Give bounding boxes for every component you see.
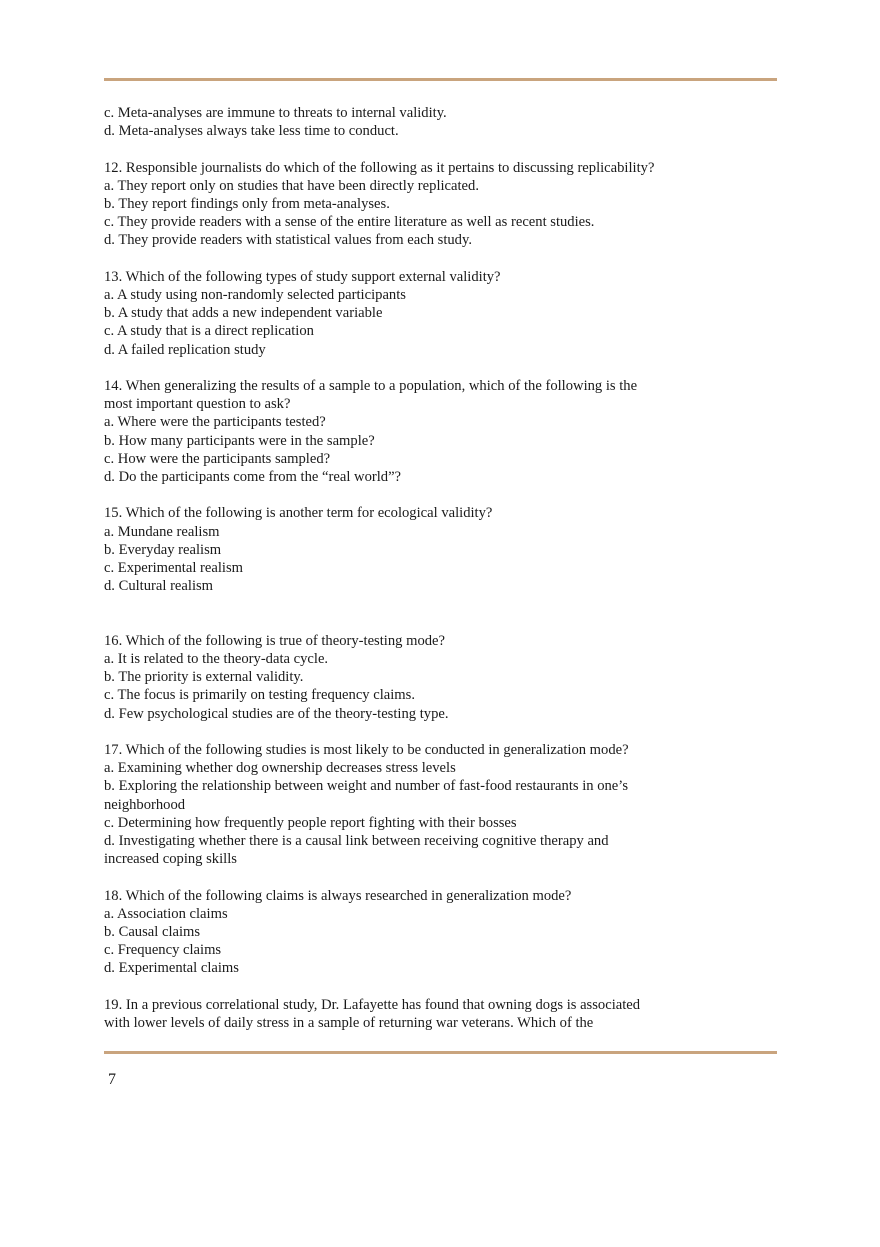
q14-option-d: d. Do the participants come from the “real world”? — [104, 469, 402, 486]
q19-stem-line-1: 19. In a previous correlational study, Dr. Lafayette has found that owning dogs is associated — [104, 996, 641, 1013]
q16-stem: 16. Which of the following is true of theory-testing mode? — [104, 632, 445, 649]
page-body — [104, 104, 744, 1032]
question-14 — [104, 377, 744, 486]
q17-option-c: c. Determining how frequently people report fighting with their bosses — [104, 814, 517, 831]
q12-option-c: c. They provide readers with a sense of the entire literature as well as recent studies. — [104, 214, 595, 231]
q12-stem: 12. Responsible journalists do which of the following as it pertains to discussing replicability? — [104, 159, 655, 176]
q13-option-a: a. A study using non-randomly selected participants — [104, 287, 406, 303]
q15-stem: 15. Which of the following is another term for ecological validity? — [104, 505, 493, 522]
q14-stem-line-1: 14. When generalizing the results of a sample to a population, which of the following is the — [104, 378, 638, 394]
page-number: 7 — [108, 1071, 116, 1088]
q11-option-c: c. Meta-analyses are immune to threats to internal validity. — [104, 105, 447, 121]
q14-option-c: c. How were the participants sampled? — [104, 450, 331, 467]
q13-stem: 13. Which of the following types of study support external validity? — [104, 268, 501, 285]
q17-option-d-line-2: increased coping skills — [104, 851, 237, 868]
q15-option-b: b. Everyday realism — [104, 541, 222, 558]
question-19 — [104, 996, 744, 1032]
q12-option-a: a. They report only on studies that have been directly replicated. — [104, 177, 479, 194]
q12-option-b: b. They report findings only from meta-analyses. — [104, 196, 390, 212]
q18-option-d: d. Experimental claims — [104, 960, 239, 977]
question-18 — [104, 887, 744, 978]
q17-option-d-line-1: d. Investigating whether there is a causal link between receiving cognitive therapy and — [104, 833, 609, 850]
header-rule — [104, 78, 777, 81]
q15-option-c: c. Experimental realism — [104, 560, 243, 577]
q16-option-a: a. It is related to the theory-data cycle. — [104, 651, 329, 668]
q16-option-d: d. Few psychological studies are of the theory-testing type. — [104, 705, 449, 722]
q18-option-a: a. Association claims — [104, 905, 228, 922]
question-13 — [104, 268, 744, 359]
q14-option-a: a. Where were the participants tested? — [104, 414, 326, 431]
q16-option-b: b. The priority is external validity. — [104, 669, 304, 686]
q16-option-c: c. The focus is primarily on testing frequency claims. — [104, 687, 415, 704]
q15-option-d: d. Cultural realism — [104, 578, 214, 595]
q14-option-b: b. How many participants were in the sample? — [104, 432, 375, 449]
q18-stem: 18. Which of the following claims is always researched in generalization mode? — [104, 887, 572, 904]
q13-option-c: c. A study that is a direct replication — [104, 323, 314, 340]
question-11-continued — [104, 104, 744, 140]
q18-option-b: b. Causal claims — [104, 924, 201, 941]
q17-option-b-line-1: b. Exploring the relationship between weight and number of fast-food restaurants in one’s — [104, 778, 629, 795]
q19-stem-line-2: with lower levels of daily stress in a sample of returning war veterans. Which of the — [104, 1015, 594, 1032]
q17-stem: 17. Which of the following studies is most likely to be conducted in generalization mode? — [104, 742, 629, 759]
footer-rule — [104, 1051, 777, 1054]
q13-option-d: d. A failed replication study — [104, 341, 266, 358]
question-12 — [104, 159, 744, 250]
q14-stem-line-2: most important question to ask? — [104, 396, 291, 413]
q13-option-b: b. A study that adds a new independent variable — [104, 305, 383, 322]
q17-option-b-line-2: neighborhood — [104, 796, 186, 813]
q15-option-a: a. Mundane realism — [104, 523, 220, 540]
question-15 — [104, 504, 744, 595]
q11-option-d: d. Meta-analyses always take less time to conduct. — [104, 123, 399, 140]
q12-option-d: d. They provide readers with statistical values from each study. — [104, 232, 472, 249]
q17-option-a: a. Examining whether dog ownership decreases stress levels — [104, 760, 456, 777]
q18-option-c: c. Frequency claims — [104, 942, 222, 959]
question-16 — [104, 632, 744, 723]
question-17 — [104, 741, 744, 868]
